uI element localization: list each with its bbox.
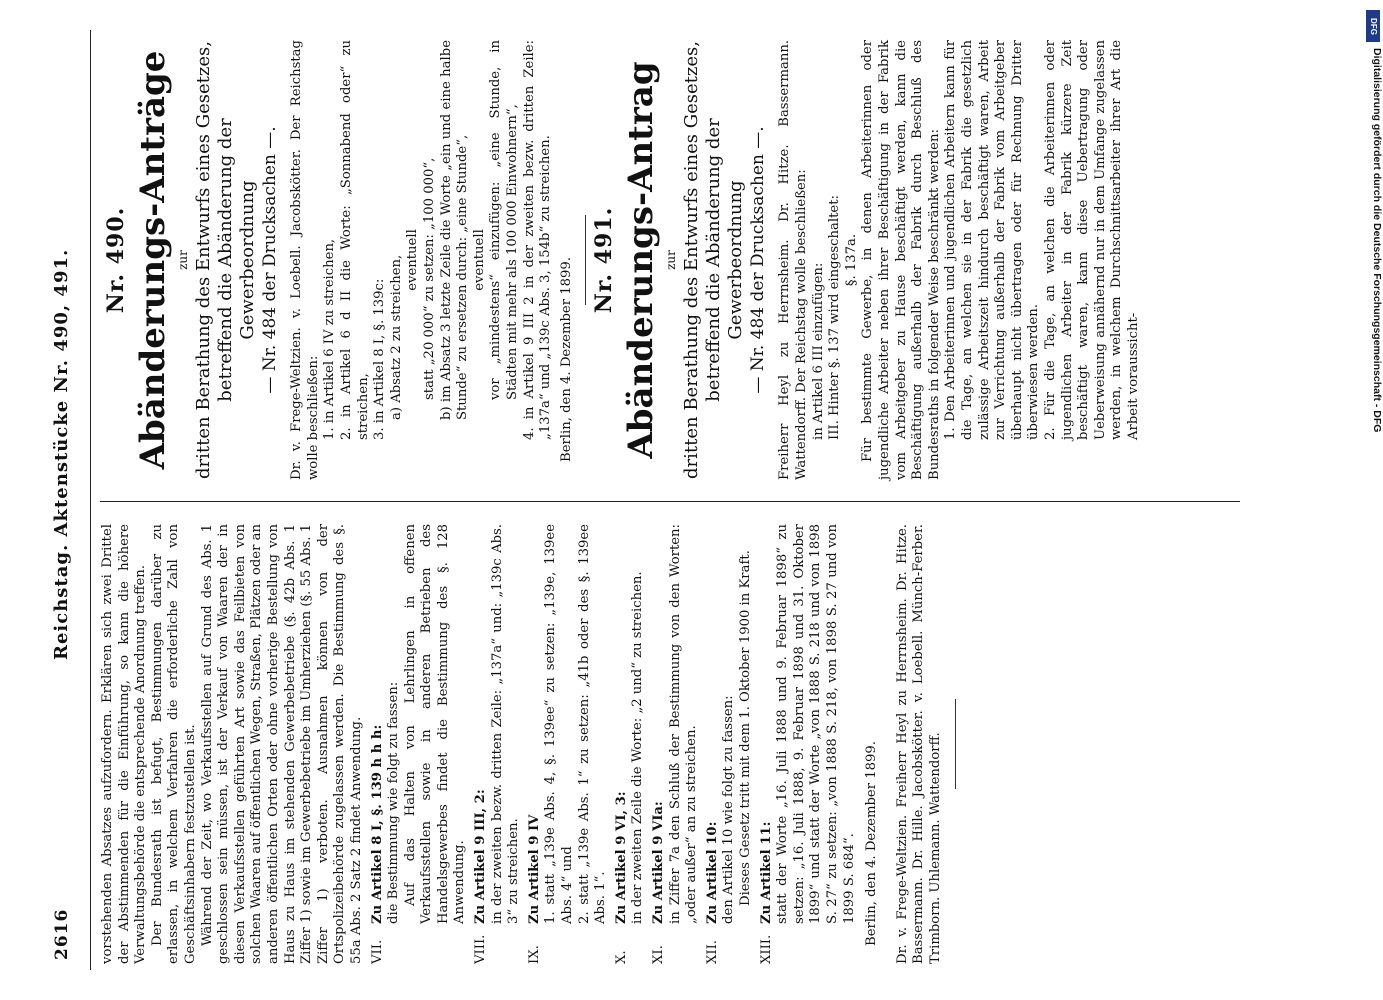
date-line: Berlin, den 4. Dezember 1899. [864, 741, 880, 946]
section-number: IX. [526, 945, 542, 964]
date-line: Berlin, den 4. Dezember 1899. [558, 257, 574, 462]
section-body: Auf das Halten von Lehrlingen in offenen Verkaufsstellen sowie in anderen Betrieben des Handelsgewerbes findet die Bestimmung des §. 128 Anwendung. [402, 524, 468, 924]
list-item: 3. in Artikel 8 I, §. 139c: [372, 278, 388, 440]
section-heading: Zu Artikel 11: [758, 821, 774, 924]
motion-491 [591, 40, 1142, 480]
section-line: den Artikel 10 wie folgt zu fassen: [721, 695, 737, 924]
list-item: 1. statt „139e Abs. 4, §. 139ee“ zu setzen: „139e, 139ee Abs. 4“ und [543, 524, 576, 924]
motion-490 [103, 40, 586, 480]
section-heading: Zu Artikel 10: [704, 821, 720, 924]
section-number: XII. [704, 940, 720, 964]
list-item: a) Absatz 2 zu streichen, [388, 254, 404, 420]
list-item: 2. in Artikel 6 d II die Worte: „Sonnabend oder“ zu streichen, [338, 40, 371, 440]
list-item: b) im Absatz 3 letzte Zeile die Worte „ein und eine halbe Stunde“ zu ersetzen durch: „eine Stunde“, [438, 40, 471, 420]
motion-subtitle: — Nr. 484 der Drucksachen —. [748, 126, 769, 394]
intro-paragraph: vorstehenden Absatzes aufzufordern. Erklären sich zwei Drittel der Abstimmenden für die Einführung, so kann die höhere Verwaltungsbehörde die entsprechende Anordnung treffen. [100, 524, 149, 964]
section-body: in Ziffer 7a den Schluß der Bestimmung von den Worten: „oder außer“ an zu streichen. [667, 524, 700, 924]
section-xi [651, 524, 701, 964]
paragraph: Der Bundesrath ist befugt, Bestimmungen darüber zu erlassen, in welchem Verfahren die erforderliche Zahl von Geschäftsinhabern festzustellen ist. [149, 524, 198, 964]
section-number: XIII. [758, 934, 774, 964]
column-rule [100, 501, 1240, 502]
eventuell-label: eventuell [471, 229, 487, 291]
running-title: Reichstag. Aktenstücke Nr. 490, 491. [51, 248, 72, 660]
text-line: in Artikel 6 III einzufügen: [810, 262, 826, 440]
list-item: 1. in Artikel 6 IV zu streichen, [322, 238, 338, 440]
page-number: 2616 [52, 908, 72, 960]
movers: Freiherr Heyl zu Herrnsheim. Dr. Hitze. Bassermann. Wattendorff. Der Reichstag wolle beschließen: [777, 40, 810, 480]
section-number: X. [613, 950, 629, 964]
list-item: 4. in Artikel 9 III 2 in der zweiten bezw. dritten Zeile: „137a“ und „139c Abs. 3, 154b“ zu streichen. [521, 40, 554, 440]
paragraph: Für bestimmte Gewerbe, in denen Arbeiterinnen oder jugendliche Arbeiter neben ihrer Beschäftigung in der Fabrik vom Arbeitgeber zu Hause beschäftigt werden, kann die Beschäftigung außerhalb der Fabrik durch Beschluß des Bundesraths in folgender Weise beschränkt werden: [860, 40, 942, 480]
end-rule [955, 699, 956, 789]
section-heading: Zu Artikel 9 VIa: [651, 801, 666, 924]
section-line: die Bestimmung wie folgt zu fassen: [386, 681, 402, 924]
section-body: statt der Worte „16. Juli 1888 und 9. Februar 1898“ zu setzen: „16. Juli 1888, 9. Februar 1898 und 31. Oktober 1899“ und statt der Worte „von 1888 S. 218 und von 1898 S. 27“ zu setzen: „von 1888 S. 218, von 1898 S. 27 und von 1899 S. 684“. [775, 524, 857, 924]
motion-zur: zur [175, 250, 190, 270]
list-item: vor „mindestens“ einzufügen: „eine Stunde, in Städten mit mehr als 100 000 Einwohnern“, [488, 40, 520, 400]
section-x [614, 524, 647, 964]
section-viii [473, 524, 523, 964]
section-xii [705, 524, 755, 964]
list-item: 1. Den Arbeiterinnen und jugendlichen Arbeitern kann für die Tage, an welchen sie in der Fabrik die gesetzlich zulässige Arbeitszeit hindurch beschäftigt waren, Arbeit zur Verrichtung außerhalb der Fabrik vom Arbeitgeber überhaupt nicht übertragen oder für Rechnung Dritter überwiesen werden. [943, 40, 1042, 440]
list-item: statt „20 000“ zu setzen: „100 000“, [421, 157, 437, 400]
section-body: in der zweiten Zeile die Worte: „2 und“ zu streichen. [630, 571, 646, 924]
dfg-logo-icon: DFG [1366, 10, 1380, 42]
section-number: XI. [651, 945, 666, 964]
section-xiii [759, 524, 859, 964]
motion-zur: zur [663, 250, 678, 270]
eventuell-label: eventuell [405, 229, 421, 291]
motion-subtitle: — Nr. 484 der Drucksachen —. [260, 126, 281, 394]
page-header [48, 40, 88, 960]
motion-title: Abänderungs-Anträge [132, 50, 173, 470]
motion-subtitle: betreffend die Abänderung der Gewerbeordnung [215, 118, 259, 402]
section-vii [370, 524, 470, 964]
digitalization-credit: Digitalisierung gefördert durch die Deutsche Forschungsgemeinschaft - DFG [1371, 48, 1383, 433]
section-body: in der zweiten bezw. dritten Zeile: „137a“ und: „139c Abs. 3“ zu streichen. [489, 524, 522, 924]
paragraph-mark: §. 137a. [843, 233, 859, 287]
section-heading: Zu Artikel 9 III, 2: [473, 789, 489, 924]
header-rule [90, 30, 91, 970]
motion-subtitle: betreffend die Abänderung der Gewerbeordnung [703, 118, 747, 402]
text-line: III. Hinter §. 137 wird eingeschaltet: [827, 195, 843, 440]
section-heading: Zu Artikel 9 VI, 3: [613, 791, 629, 924]
list-item: 2. statt „139e Abs. 1“ zu setzen: „41b oder des §. 139ee Abs. 1“. [576, 524, 609, 924]
section-number: VIII. [473, 934, 489, 964]
paragraph: Während der Zeit, wo Verkaufsstellen auf Grund des Abs. 1 geschlossen sein müssen, ist der Verkauf von Waaren der in diesen Verkaufsstellen geführten Art sowie das Feilbieten von solchen Waaren auf öffentlichen Wegen, Straßen, Plätzen oder an anderen öffentlichen Orten oder ohne vorherige Bestellung von Haus zu Haus im stehenden Gewerbebetriebe (§. 42b Abs. 1 Ziffer 1) sowie im Gewerbebetriebe im Umherziehen (§. 55 Abs. 1 Ziffer 1) verboten. Ausnahmen können von der Ortspolizeibehörde zugelassen werden. Die Bestimmung des §. 55a Abs. 2 Satz 2 findet Anwendung. [199, 524, 364, 964]
section-body: Dieses Gesetz tritt mit dem 1. Oktober 1900 in Kraft. [737, 550, 753, 906]
list-item: 2. Für die Tage, an welchen die Arbeiterinnen oder jugendlichen Arbeiter in der Fabrik kürzere Zeit beschäftigt waren, kann diese Uebertragung oder Ueberweisung annähernd nur in dem Umfange zugelassen werden, in welchem Durchschnittsarbeiter ihrer Art die Arbeit voraussicht- [1042, 40, 1141, 440]
right-column [100, 40, 1143, 480]
motion-title: Abänderungs-Antrag [620, 61, 661, 459]
section-ix [527, 524, 610, 964]
left-column [100, 524, 966, 964]
motion-subtitle: dritten Berathung des Entwurfs eines Gesetzes, [193, 41, 215, 479]
signatures: Dr. v. Frege-Weltzien. Freiherr Heyl zu Herrnsheim. Dr. Hitze. Bassermann. Dr. Hille. Jacobskötter. v. Loebell. Münch-Ferber. Trimborn. Uhlemann. Wattendorff. [894, 524, 943, 964]
movers: Dr. v. Frege-Weltzien. v. Loebell. Jacobskötter. Der Reichstag wolle beschließen: [289, 40, 321, 480]
section-heading: Zu Artikel 9 IV [526, 814, 542, 924]
section-heading: Zu Artikel 8 I, §. 139 h h h: [369, 724, 385, 924]
motion-number: Nr. 490. [103, 206, 129, 314]
motion-subtitle: dritten Berathung des Entwurfs eines Gesetzes, [681, 41, 703, 479]
separator-rule [585, 215, 586, 305]
section-number: VII. [369, 939, 385, 964]
motion-number: Nr. 491. [591, 206, 618, 314]
